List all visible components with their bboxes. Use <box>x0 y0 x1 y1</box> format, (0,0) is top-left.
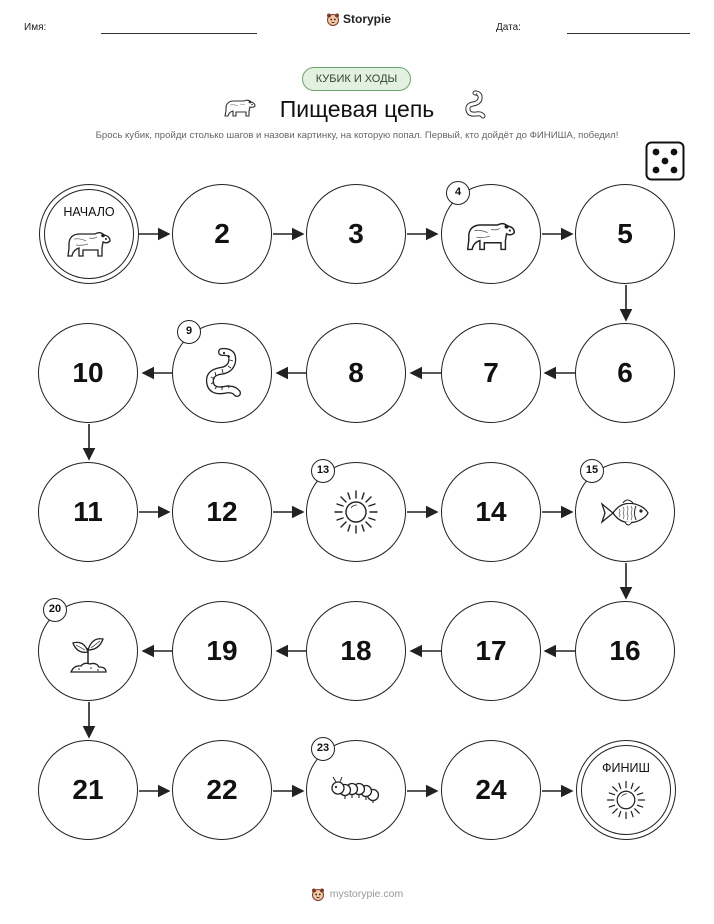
cell-number: 8 <box>348 357 364 388</box>
board-cell[interactable] <box>38 323 138 423</box>
board-cell[interactable] <box>38 462 138 562</box>
sun-icon <box>331 487 381 537</box>
category-badge: КУБИК И ХОДЫ <box>302 67 411 91</box>
mascot-icon <box>326 12 340 26</box>
board-cell[interactable] <box>441 601 541 701</box>
bear-icon <box>463 215 519 255</box>
cell-number: 11 <box>73 496 103 527</box>
name-label: Имя: <box>24 22 47 33</box>
dice-icon <box>645 141 685 181</box>
board-cell[interactable] <box>172 740 272 840</box>
cell-number: 18 <box>340 635 372 666</box>
cell-number: 5 <box>617 218 633 249</box>
date-line[interactable] <box>567 33 690 34</box>
cell-number: 12 <box>206 496 238 527</box>
cell-number-badge: 15 <box>580 459 604 483</box>
fish-icon <box>599 496 651 530</box>
board-cell[interactable] <box>172 462 272 562</box>
board-cell[interactable] <box>441 323 541 423</box>
cell-number: 24 <box>475 774 507 805</box>
cell-number: 2 <box>214 218 230 249</box>
board-cell[interactable] <box>575 184 675 284</box>
cell-number: 17 <box>475 635 507 666</box>
cell-number-badge: 4 <box>446 181 470 205</box>
cell-number: 22 <box>206 774 238 805</box>
sprout-icon <box>65 630 111 676</box>
board-cell[interactable] <box>306 601 406 701</box>
cell-number: 7 <box>483 357 499 388</box>
brand-name: Storypie <box>343 12 392 26</box>
cell-number: 19 <box>206 635 238 666</box>
page-title: Пищевая цепь <box>279 96 435 122</box>
board-cell[interactable] <box>441 462 541 562</box>
footer <box>0 887 714 901</box>
finish-label: ФИНИШ <box>602 761 650 775</box>
board-cell-picture[interactable] <box>38 601 138 701</box>
board-cell[interactable] <box>172 601 272 701</box>
board-cell-picture[interactable] <box>172 323 272 423</box>
board-cell[interactable] <box>172 184 272 284</box>
brand-logo <box>326 12 391 26</box>
board-cell[interactable] <box>575 601 675 701</box>
worm-icon <box>459 90 487 120</box>
board-cell-picture[interactable] <box>441 184 541 284</box>
board-cell-finish[interactable] <box>576 740 676 840</box>
board-cell-picture[interactable] <box>306 740 406 840</box>
board-cell[interactable] <box>575 323 675 423</box>
worm-icon <box>200 346 244 400</box>
cell-number: 3 <box>348 218 364 249</box>
board-cell[interactable] <box>38 740 138 840</box>
cell-number: 21 <box>72 774 104 805</box>
board-cell[interactable] <box>306 184 406 284</box>
board-cell[interactable] <box>441 740 541 840</box>
footer-url[interactable]: mystorypie.com <box>329 888 404 900</box>
cell-number: 10 <box>72 357 104 388</box>
cell-number-badge: 13 <box>311 459 335 483</box>
board-cell[interactable] <box>306 323 406 423</box>
board-cell-picture[interactable] <box>306 462 406 562</box>
instructions: Брось кубик, пройди столько шагов и назови картинку, на которую попал. Первый, кто дойдёт до ФИНИША, победил! <box>95 130 619 141</box>
cell-number: 14 <box>475 496 507 527</box>
start-label: НАЧАЛО <box>63 205 115 219</box>
cell-number-badge: 9 <box>177 320 201 344</box>
cell-number-badge: 20 <box>43 598 67 622</box>
cell-number-badge: 23 <box>311 737 335 761</box>
cell-number: 6 <box>617 357 633 388</box>
mascot-icon <box>311 887 325 901</box>
board-cell-start[interactable] <box>39 184 139 284</box>
caterpillar-icon <box>329 775 383 807</box>
date-label: Дата: <box>496 22 521 33</box>
name-line[interactable] <box>101 33 257 34</box>
cell-number: 16 <box>609 635 641 666</box>
board-cell-picture[interactable] <box>575 462 675 562</box>
bear-icon <box>64 225 114 261</box>
sun-icon <box>604 778 648 822</box>
